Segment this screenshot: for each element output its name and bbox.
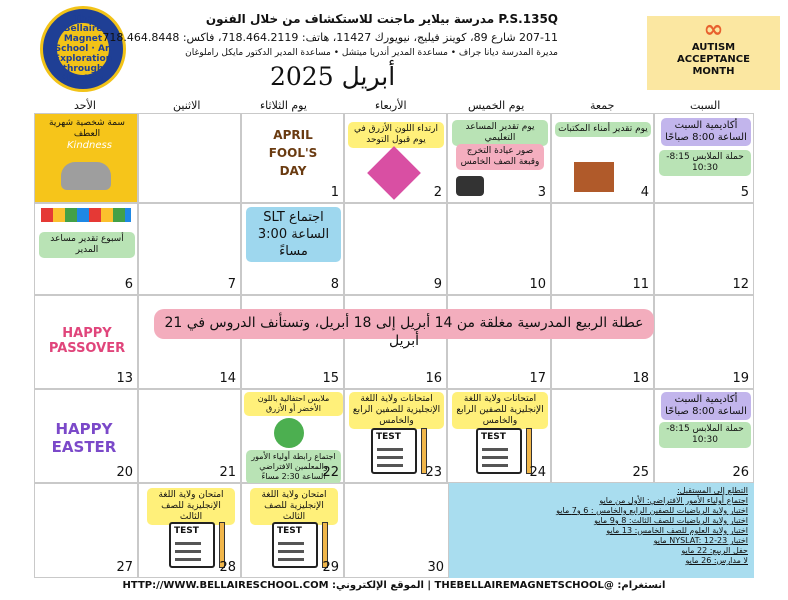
day-number: 22 xyxy=(322,465,339,480)
event-librarian-day: يوم تقدير أمناء المكتبات xyxy=(555,122,651,137)
note-item: اختبار ولاية الرياضيات للصفين الرابع والخامس : 6 و7 مايو xyxy=(556,506,748,515)
bunting-icon xyxy=(41,208,131,222)
day-number: 7 xyxy=(227,277,236,292)
calendar-cell xyxy=(344,389,447,483)
day-number: 19 xyxy=(732,371,749,386)
event-earth-day: ملابس احتفالية باللون الأخضر أو الأزرق xyxy=(244,392,343,416)
day-number: 6 xyxy=(124,277,133,292)
infinity-icon: ∞ xyxy=(703,15,724,43)
calendar-cell xyxy=(34,483,138,578)
calendar-cell xyxy=(138,203,241,295)
easter-graphic: HAPPY EASTER xyxy=(51,420,117,456)
day-number: 5 xyxy=(740,185,749,200)
footer: انستغرام: @THEBELLAIREMAGNETSCHOOL | الموقع الإلكتروني: HTTP://WWW.BELLAIRESCHOOL.COM xyxy=(122,580,666,591)
passover-graphic: HAPPY PASSOVER xyxy=(48,326,126,356)
day-number: 11 xyxy=(632,277,649,292)
looking-ahead-notes xyxy=(449,483,754,578)
event-pta-meeting: اجتماع رابطة أولياء الأمور والمعلمين الافتراضي الساعة 2:30 مساءً xyxy=(246,450,341,484)
day-number: 15 xyxy=(322,371,339,386)
event-blue-day: ارتداء اللون الأزرق في يوم قبول التوحد xyxy=(348,122,444,148)
calendar-cell xyxy=(241,113,344,203)
month-title: أبريل 2025 xyxy=(270,62,396,91)
calendar-cell xyxy=(654,389,754,483)
calendar-cell xyxy=(241,483,344,578)
event-uniform-drive: حملة الملابس 8:15-10:30 xyxy=(659,150,751,176)
dow-monday: الاثنين xyxy=(173,99,201,112)
globe-icon xyxy=(274,418,304,448)
autism-month-badge: ∞ AUTISM ACCEPTANCE MONTH xyxy=(647,16,780,90)
note-item: التطلع إلى المستقبل: xyxy=(676,486,748,495)
day-number: 4 xyxy=(640,185,649,200)
dow-saturday: السبت xyxy=(690,99,721,112)
calendar-cell xyxy=(34,295,138,389)
event-saturday-academy: أكاديمية السبت الساعة 8:00 صباحًا xyxy=(661,392,751,420)
day-number: 14 xyxy=(219,371,236,386)
calendar-cell xyxy=(138,483,241,578)
day-number: 1 xyxy=(330,185,339,200)
event-ela-exam-45: امتحانات ولاية اللغة الإنجليزية للصفين الرابع والخامس xyxy=(452,392,548,429)
dow-wednesday: الأربعاء xyxy=(375,99,407,112)
puzzle-heart-icon xyxy=(367,146,421,200)
day-number: 25 xyxy=(632,465,649,480)
dow-friday: جمعة xyxy=(590,99,615,112)
day-number: 16 xyxy=(425,371,442,386)
calendar-cell xyxy=(138,113,241,203)
event-admin-week: أسبوع تقدير مساعد المدير xyxy=(39,232,135,258)
calendar-cell xyxy=(447,389,551,483)
event-ela-exam-45: امتحانات ولاية اللغة الإنجليزية للصفين الرابع والخامس xyxy=(349,392,444,429)
event-ta-appreciation: يوم تقدير المساعد التعليمي xyxy=(452,120,548,146)
calendar-grid xyxy=(34,113,754,578)
note-item: حفل الربيع: 22 مايو xyxy=(681,546,748,555)
day-number: 30 xyxy=(427,560,444,575)
day-number: 29 xyxy=(322,560,339,575)
calendar-cell xyxy=(551,113,654,203)
elephant-icon xyxy=(61,162,111,190)
school-address: 207-11 شارع 89، كوينز فيليج، نيويورك 11427، هاتف: 718.464.2119، فاكس: 718.464.8448 xyxy=(102,31,558,44)
calendar-cell xyxy=(34,203,138,295)
event-saturday-academy: أكاديمية السبت الساعة 8:00 صباحًا xyxy=(661,118,751,146)
event-spring-break: عطلة الربيع المدرسية مغلقة من 14 أبريل إلى 18 أبريل، وتستأنف الدروس في 21 أبريل xyxy=(154,309,654,339)
note-item: اختبار ولاية العلوم للصف الخامس: 13 مايو xyxy=(606,526,748,535)
calendar-cell xyxy=(241,389,344,483)
event-ela-exam-3: امتحان ولاية اللغة الإنجليزية للصف الثالث xyxy=(250,488,338,525)
calendar-cell xyxy=(654,203,754,295)
test-icon: TEST xyxy=(272,522,318,568)
day-number: 28 xyxy=(219,560,236,575)
day-number: 13 xyxy=(116,371,133,386)
day-number: 10 xyxy=(529,277,546,292)
calendar-cell xyxy=(138,389,241,483)
calendar-cell xyxy=(241,203,344,295)
calendar-cell xyxy=(551,389,654,483)
day-number: 9 xyxy=(433,277,442,292)
event-slt-meeting: اجتماع SLT الساعة 3:00 مساءً xyxy=(246,207,341,262)
test-icon: TEST xyxy=(371,428,417,474)
note-item: اختبار ولاية الرياضيات للصف الثالث: 8 و9 مايو xyxy=(594,516,748,525)
school-staff: مديرة المدرسة ديانا جراف • مساعدة المدير أندريا ميتشل • مساعدة المدير الدكتور مايكل راملوغان xyxy=(185,48,558,58)
day-number: 18 xyxy=(632,371,649,386)
day-number: 20 xyxy=(116,465,133,480)
calendar-cell xyxy=(344,483,449,578)
note-item: اجتماع أولياء الأمور الافتراضي: الأول من مايو xyxy=(599,496,748,505)
day-number: 2 xyxy=(433,185,442,200)
day-number: 8 xyxy=(330,277,339,292)
day-number: 26 xyxy=(732,465,749,480)
calendar-cell xyxy=(344,113,447,203)
kindness-text: Kindness xyxy=(67,140,112,151)
calendar-cell xyxy=(344,203,447,295)
note-item: اختبار NYSLAT: 12-23 مايو xyxy=(653,536,748,545)
april-fools-graphic: APRIL FOOL'S DAY xyxy=(268,128,318,178)
day-number: 23 xyxy=(425,465,442,480)
header xyxy=(0,0,788,96)
school-name: P.S.135Q مدرسة بيلاير ماجنت للاستكشاف من خلال الفنون xyxy=(205,12,558,26)
dow-tuesday: يوم الثلاثاء xyxy=(260,99,307,112)
dow-sunday: الأحد xyxy=(74,99,96,112)
school-logo-text: The Bellaire Magnet School · An Exploration through the Arts xyxy=(53,14,113,84)
test-icon: TEST xyxy=(169,522,215,568)
school-logo xyxy=(40,6,126,92)
test-icon: TEST xyxy=(476,428,522,474)
dow-thursday: يوم الخميس xyxy=(468,99,525,112)
calendar-cell xyxy=(551,203,654,295)
day-number: 24 xyxy=(529,465,546,480)
event-uniform-drive: حملة الملابس 8:15-10:30 xyxy=(659,422,751,448)
day-number: 27 xyxy=(116,560,133,575)
day-number: 3 xyxy=(537,185,546,200)
monthly-trait-label: سمة شخصية شهرية العطف xyxy=(49,118,125,139)
event-class-photos: صور عيادة التخرج وقبعة الصف الخامس xyxy=(456,144,544,170)
calendar-cell xyxy=(447,203,551,295)
calendar-cell xyxy=(654,113,754,203)
calendar-cell xyxy=(654,295,754,389)
calendar-cell xyxy=(34,113,138,203)
event-ela-exam-3: امتحان ولاية اللغة الإنجليزية للصف الثالث xyxy=(147,488,235,525)
calendar-cell xyxy=(34,389,138,483)
day-number: 17 xyxy=(529,371,546,386)
note-item: لا مدارس: 26 مايو xyxy=(685,556,748,565)
library-icon xyxy=(574,162,614,192)
day-number: 21 xyxy=(219,465,236,480)
day-number: 12 xyxy=(732,277,749,292)
camera-icon xyxy=(456,176,484,196)
calendar-cell xyxy=(447,113,551,203)
